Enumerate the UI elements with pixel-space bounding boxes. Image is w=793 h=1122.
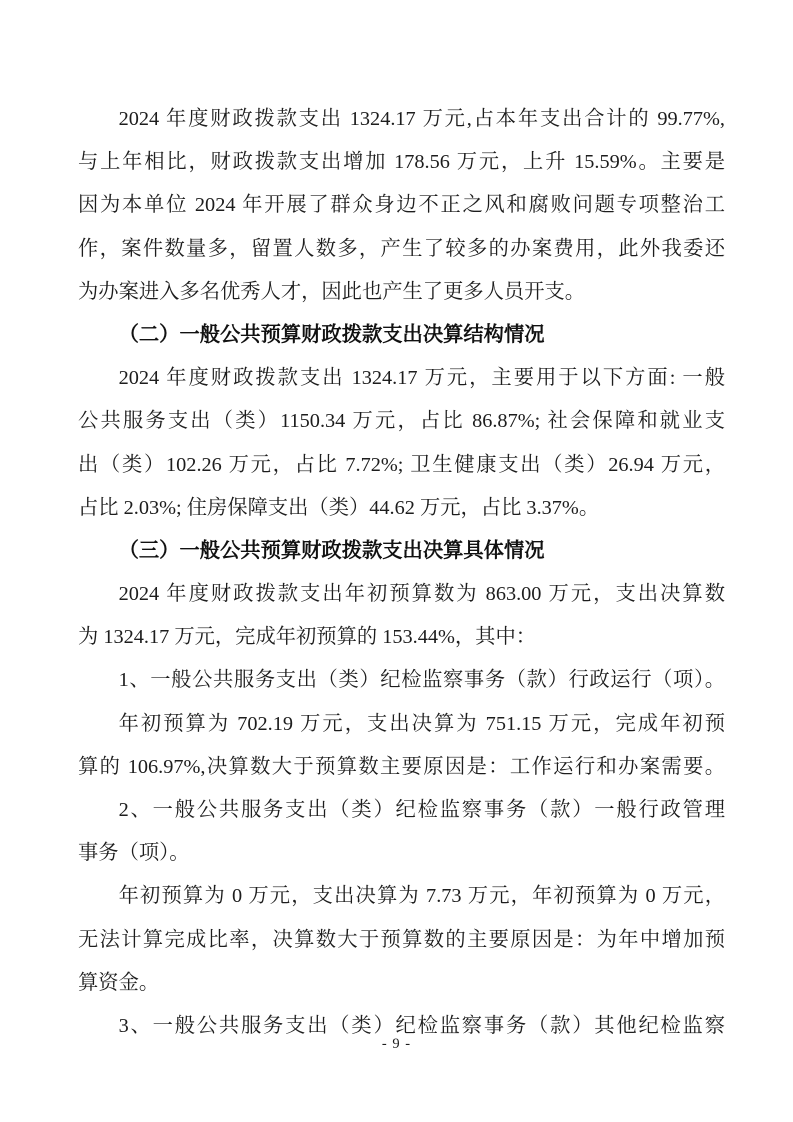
text-line: 2024 年度财政拨款支出 1324.17 万元,占本年支出合计的 99.77%, [118,108,725,130]
page-number: - 9 - [381,1036,412,1052]
text-line: 年初预算为 702.19 万元，支出决算为 751.15 万元，完成年初预 [118,712,725,735]
text-line: 2024 年度财政拨款支出 1324.17 万元，主要用于以下方面: 一般 [118,367,725,390]
text-line: 事务（项）。 [78,842,190,865]
text-line: 公共服务支出（类）1150.34 万元，占比 86.87%; 社会保障和就业支 [78,410,725,433]
text-line: 无法计算完成比率，决算数大于预算数的主要原因是：为年中增加预 [78,928,725,951]
section-heading-3: （三）一般公共预算财政拨款支出决算具体情况 [118,539,545,562]
document-body [78,98,725,1048]
text-line: 因为本单位 2024 年开展了群众身边不正之风和腐败问题专项整治工 [78,194,725,217]
text-line: 与上年相比，财政拨款支出增加 178.56 万元，上升 15.59%。主要是 [78,151,725,174]
section-heading-2: （二）一般公共预算财政拨款支出决算结构情况 [118,323,545,346]
text-line: 算资金。 [78,971,160,994]
text-line: 为 1324.17 万元，完成年初预算的 153.44%，其中： [78,626,537,649]
list-item-2: 2、一般公共服务支出（类）纪检监察事务（款）一般行政管理 [118,799,725,821]
text-line: 2024 年度财政拨款支出年初预算数为 863.00 万元，支出决算数 [118,583,725,606]
text-line: 作，案件数量多，留置人数多，产生了较多的办案费用，此外我委还 [78,237,725,260]
text-line: 年初预算为 0 万元，支出决算为 7.73 万元，年初预算为 0 万元， [118,885,725,908]
text-line: 出（类）102.26 万元，占比 7.72%; 卫生健康支出（类）26.94 万元， [78,453,725,476]
text-line: 算的 106.97%,决算数大于预算数主要原因是：工作运行和办案需要。 [78,755,725,778]
text-line: 为办案进入多名优秀人才，因此也产生了更多人员开支。 [78,280,586,303]
list-item-3: 3、一般公共服务支出（类）纪检监察事务（款）其他纪检监察 [118,1014,725,1037]
text-line: 占比 2.03%; 住房保障支出（类）44.62 万元，占比 3.37%。 [78,496,600,519]
list-item-1: 1、一般公共服务支出（类）纪检监察事务（款）行政运行（项）。 [118,669,725,692]
